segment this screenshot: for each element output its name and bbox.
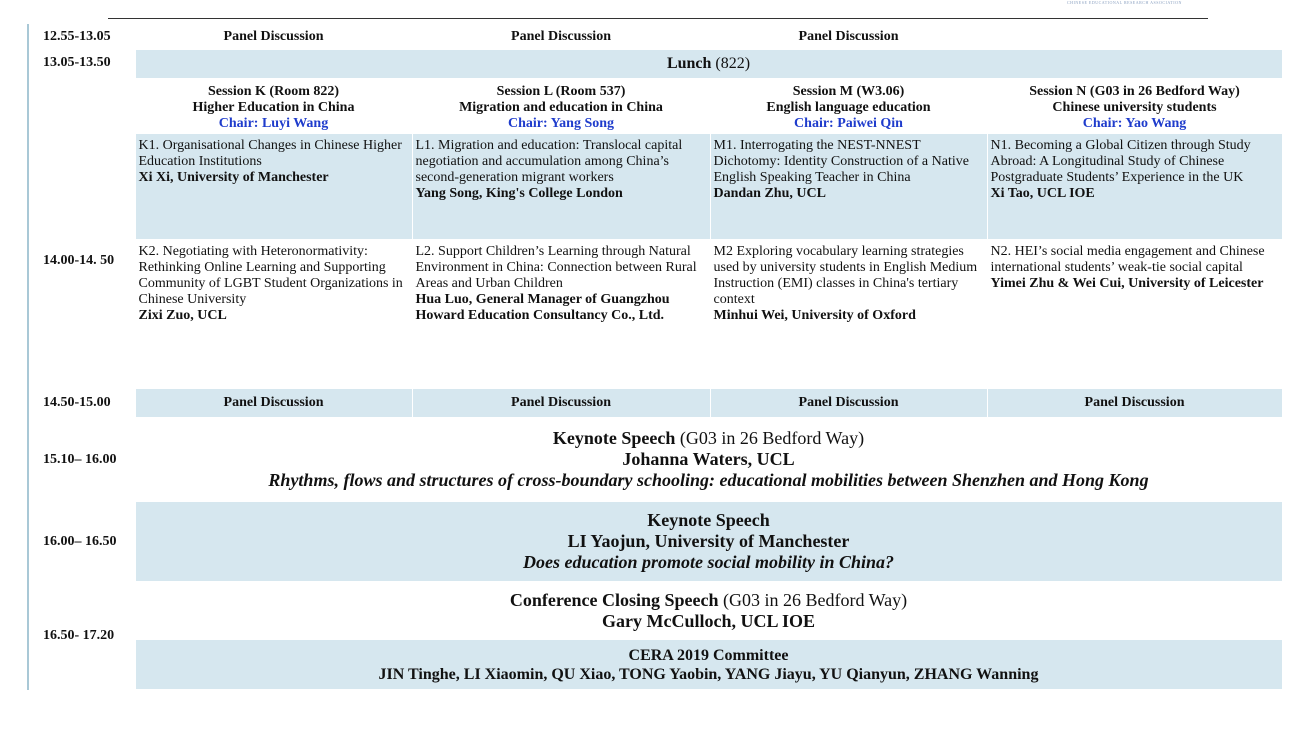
panel-discussion-l: Panel Discussion — [412, 25, 710, 50]
paper-author: Hua Luo, General Manager of Guangzhou Howard Education Consultancy Co., Ltd. — [415, 292, 670, 323]
association-logo-text: CHINESE EDUCATIONAL RESEARCH ASSOCIATION — [1067, 0, 1182, 5]
row-1600 — [28, 502, 1282, 582]
paper-k1 — [135, 134, 412, 240]
panel-discussion-k: Panel Discussion — [135, 389, 412, 418]
closing-speech — [135, 582, 1282, 640]
committee-names: JIN Tinghe, LI Xiaomin, QU Xiao, TONG Yaobin, YANG Jiayu, YU Qianyun, ZHANG Wanning — [378, 665, 1039, 683]
paper-title: L1. Migration and education: Translocal capital negotiation and accumulation among China’s second-generation migrant workers — [415, 138, 683, 185]
session-chair: Chair: Luyi Wang — [218, 115, 329, 131]
paper-row-1 — [28, 134, 1282, 240]
session-theme: Chinese university students — [1052, 99, 1217, 115]
keynote-speaker: Johanna Waters, UCL — [622, 449, 795, 469]
session-n-header — [987, 79, 1282, 134]
keynote-title: Does education promote social mobility in China? — [522, 552, 895, 572]
row-1255 — [28, 25, 1282, 50]
keynote-title: Rhythms, flows and structures of cross-boundary schooling: educational mobilities between Shenzhen and Hong Kong — [268, 470, 1149, 490]
paper-author: Yang Song, King's College London — [415, 186, 623, 201]
time-cell: 12.55-13.05 — [28, 25, 135, 50]
session-title: Session M (W3.06) — [792, 83, 905, 99]
keynote-label: Keynote Speech — [552, 428, 676, 448]
row-1650a — [28, 582, 1282, 640]
closing-room: (G03 in 26 Bedford Way) — [718, 589, 908, 610]
header-rule — [108, 18, 1208, 19]
time-cell: 13.05-13.50 — [28, 50, 135, 134]
paper-k2 — [135, 240, 412, 389]
row-1305 — [28, 50, 1282, 79]
session-header-row — [28, 79, 1282, 134]
paper-title: K1. Organisational Changes in Chinese Higher Education Institutions — [138, 138, 402, 169]
panel-discussion-m: Panel Discussion — [710, 389, 987, 418]
session-m-header — [710, 79, 987, 134]
closing-label: Conference Closing Speech — [509, 589, 719, 610]
paper-title: M1. Interrogating the NEST-NNEST Dichotomy: Identity Construction of a Native English Speaking Teacher in China — [713, 138, 969, 185]
time-cell: 14.00-14. 50 — [28, 134, 135, 389]
lunch-label: Lunch — [666, 55, 712, 72]
session-chair: Chair: Paiwei Qin — [794, 115, 903, 131]
keynote-room: (G03 in 26 Bedford Way) — [675, 428, 865, 448]
paper-title: N1. Becoming a Global Citizen through Study Abroad: A Longitudinal Study of Chinese Postgraduate Students’ Experience in the UK — [990, 138, 1251, 185]
panel-discussion-l: Panel Discussion — [412, 389, 710, 418]
time-cell: 16.50- 17.20 — [28, 582, 135, 690]
paper-l2 — [412, 240, 710, 389]
panel-discussion-k: Panel Discussion — [135, 25, 412, 50]
session-title: Session L (Room 537) — [496, 83, 626, 99]
time-cell: 14.50-15.00 — [28, 389, 135, 418]
paper-row-2 — [28, 240, 1282, 389]
session-title: Session K (Room 822) — [207, 83, 340, 99]
time-cell: 16.00– 16.50 — [28, 502, 135, 582]
session-k-header — [135, 79, 412, 134]
panel-discussion-m: Panel Discussion — [710, 25, 987, 50]
paper-author: Zixi Zuo, UCL — [138, 308, 227, 323]
session-theme: Migration and education in China — [459, 99, 663, 115]
session-chair: Chair: Yang Song — [507, 115, 615, 131]
keynote-label: Keynote Speech — [647, 510, 770, 530]
session-theme: Higher Education in China — [192, 99, 355, 115]
paper-author: Dandan Zhu, UCL — [713, 186, 826, 201]
session-l-header — [412, 79, 710, 134]
lunch-cell — [135, 50, 1282, 79]
paper-title: L2. Support Children’s Learning through Natural Environment in China: Connection between Rural Areas and Urban Children — [415, 244, 697, 291]
paper-m1 — [710, 134, 987, 240]
keynote-speaker: LI Yaojun, University of Manchester — [567, 531, 850, 551]
session-title: Session N (G03 in 26 Bedford Way) — [1029, 83, 1240, 99]
panel-discussion-n: Panel Discussion — [987, 389, 1282, 418]
session-theme: English language education — [766, 99, 931, 115]
paper-n1 — [987, 134, 1282, 240]
committee-cell — [135, 640, 1282, 690]
row-1650b — [28, 640, 1282, 690]
committee-title: CERA 2019 Committee — [628, 646, 789, 664]
time-cell: 15.10– 16.00 — [28, 418, 135, 502]
paper-author: Xi Tao, UCL IOE — [990, 186, 1095, 201]
paper-author: Xi Xi, University of Manchester — [138, 170, 329, 185]
lunch-room: (822) — [711, 55, 751, 72]
paper-l1 — [412, 134, 710, 240]
paper-author: Minhui Wei, University of Oxford — [713, 308, 916, 323]
panel-discussion-n — [987, 25, 1282, 50]
paper-m2 — [710, 240, 987, 389]
paper-n2 — [987, 240, 1282, 389]
paper-title: M2 Exploring vocabulary learning strategies used by university students in English Medium Instruction (EMI) classes in China's tertiary context — [713, 244, 978, 307]
row-1450 — [28, 389, 1282, 418]
closing-speaker: Gary McCulloch, UCL IOE — [601, 610, 815, 631]
paper-title: K2. Negotiating with Heteronormativity: Rethinking Online Learning and Supporting Community of LGBT Student Organizations in Chinese University — [138, 244, 403, 307]
session-chair: Chair: Yao Wang — [1082, 115, 1187, 131]
schedule-table — [27, 24, 1283, 690]
paper-author: Yimei Zhu & Wei Cui, University of Leicester — [990, 276, 1264, 291]
keynote-2 — [135, 502, 1282, 582]
paper-title: N2. HEI’s social media engagement and Chinese international students’ weak-tie social capital — [990, 244, 1265, 275]
row-1510 — [28, 418, 1282, 502]
keynote-1 — [135, 418, 1282, 502]
